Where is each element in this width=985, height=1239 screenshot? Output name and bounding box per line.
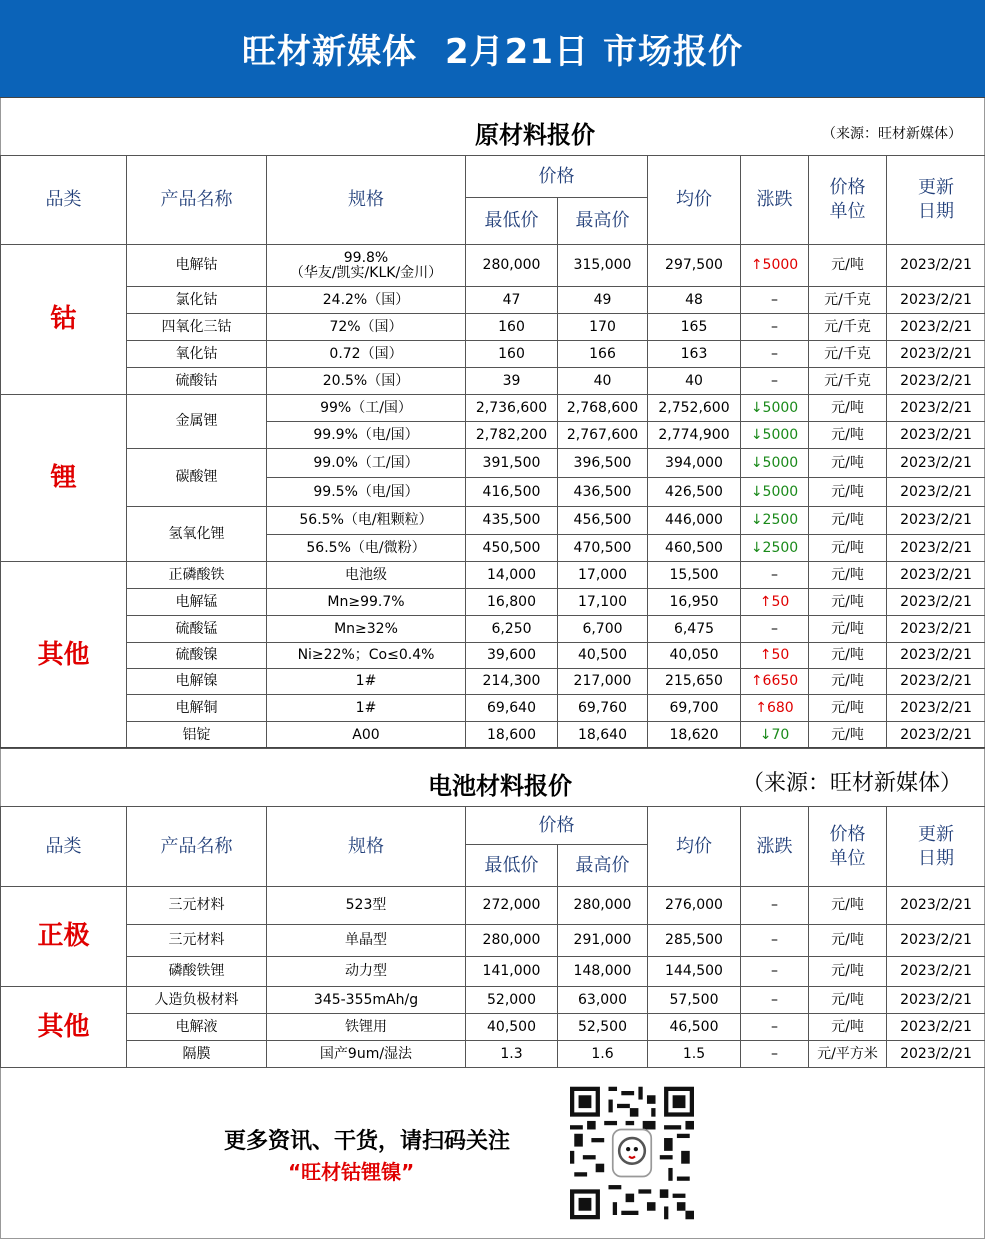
unit-cell: 元/吨 — [809, 422, 887, 449]
unit-cell: 元/吨 — [809, 478, 887, 507]
header-brand: 旺材新媒体 — [242, 32, 417, 72]
max-price-cell: 40,500 — [558, 643, 648, 669]
date-cell: 2023/2/21 — [887, 562, 985, 589]
max-price-cell: 470,500 — [558, 535, 648, 562]
date-cell: 2023/2/21 — [887, 616, 985, 643]
max-price-cell: 52,500 — [558, 1014, 648, 1041]
unit-cell: 元/吨 — [809, 887, 887, 925]
col-header-max: 最高价 — [558, 198, 648, 245]
table-row — [1, 341, 985, 368]
avg-price-cell: 2,774,900 — [648, 422, 741, 449]
change-cell: – — [741, 314, 809, 341]
max-price-cell: 69,760 — [558, 695, 648, 722]
spec-cell: 72%（国） — [267, 314, 466, 341]
col-header-spec: 规格 — [267, 807, 466, 887]
date-cell: 2023/2/21 — [887, 695, 985, 722]
change-cell: – — [741, 562, 809, 589]
unit-cell: 元/千克 — [809, 287, 887, 314]
change-cell: – — [741, 1041, 809, 1068]
table-row — [1, 987, 985, 1014]
avg-price-cell: 6,475 — [648, 616, 741, 643]
col-header-unit — [809, 807, 887, 887]
unit-cell: 元/千克 — [809, 341, 887, 368]
unit-cell: 元/吨 — [809, 395, 887, 422]
col-header-unit-l2: 单位 — [829, 201, 866, 222]
unit-cell: 元/吨 — [809, 245, 887, 287]
avg-price-cell: 163 — [648, 341, 741, 368]
change-cell: ↑6650 — [741, 669, 809, 695]
product-name-cell: 金属锂 — [127, 395, 267, 449]
table-row — [1, 695, 985, 722]
max-price-cell: 40 — [558, 368, 648, 395]
spec-cell: 99.9%（电/国） — [267, 422, 466, 449]
col-header-category: 品类 — [1, 156, 127, 245]
raw-section-title: 原材料报价 — [475, 121, 595, 149]
min-price-cell: 16,800 — [466, 589, 558, 616]
date-cell: 2023/2/21 — [887, 422, 985, 449]
unit-cell: 元/吨 — [809, 722, 887, 749]
avg-price-cell: 46,500 — [648, 1014, 741, 1041]
min-price-cell: 160 — [466, 341, 558, 368]
max-price-cell: 17,000 — [558, 562, 648, 589]
product-name-cell: 电解铜 — [127, 695, 267, 722]
product-name-cell: 人造负极材料 — [127, 987, 267, 1014]
header-date: 2月21日 — [445, 32, 589, 72]
table-row — [1, 562, 985, 589]
col-header-category: 品类 — [1, 807, 127, 887]
date-cell: 2023/2/21 — [887, 314, 985, 341]
date-cell: 2023/2/21 — [887, 887, 985, 925]
date-cell: 2023/2/21 — [887, 957, 985, 987]
product-name-cell: 氧化钴 — [127, 341, 267, 368]
product-name-cell: 电解钴 — [127, 245, 267, 287]
raw-section-source: （来源：旺材新媒体） — [822, 126, 962, 142]
spec-cell: 0.72（国） — [267, 341, 466, 368]
max-price-cell: 436,500 — [558, 478, 648, 507]
spec-cell: Mn≥32% — [267, 616, 466, 643]
date-cell: 2023/2/21 — [887, 449, 985, 478]
spec-cell: 1# — [267, 695, 466, 722]
col-header-date-l2: 日期 — [918, 201, 954, 222]
spec-cell: 电池级 — [267, 562, 466, 589]
max-price-cell: 166 — [558, 341, 648, 368]
unit-cell: 元/吨 — [809, 507, 887, 535]
max-price-cell: 291,000 — [558, 925, 648, 957]
date-cell: 2023/2/21 — [887, 368, 985, 395]
col-header-avg: 均价 — [648, 156, 741, 245]
product-name-cell: 隔膜 — [127, 1041, 267, 1068]
change-cell: – — [741, 616, 809, 643]
avg-price-cell: 40 — [648, 368, 741, 395]
col-header-product: 产品名称 — [127, 807, 267, 887]
spec-cell: 20.5%（国） — [267, 368, 466, 395]
avg-price-cell: 144,500 — [648, 957, 741, 987]
col-header-max: 最高价 — [558, 845, 648, 887]
product-name-cell: 三元材料 — [127, 925, 267, 957]
change-cell: – — [741, 887, 809, 925]
date-cell: 2023/2/21 — [887, 987, 985, 1014]
product-name-cell: 氢氧化锂 — [127, 507, 267, 562]
min-price-cell: 416,500 — [466, 478, 558, 507]
table-row — [1, 1014, 985, 1041]
product-name-cell: 氯化钴 — [127, 287, 267, 314]
max-price-cell: 1.6 — [558, 1041, 648, 1068]
product-name-cell: 磷酸铁锂 — [127, 957, 267, 987]
table-row — [1, 449, 985, 478]
table-row — [1, 669, 985, 695]
date-cell: 2023/2/21 — [887, 535, 985, 562]
product-name-cell: 四氧化三钴 — [127, 314, 267, 341]
unit-cell: 元/吨 — [809, 957, 887, 987]
min-price-cell: 2,782,200 — [466, 422, 558, 449]
max-price-cell: 63,000 — [558, 987, 648, 1014]
qr-code-icon[interactable] — [570, 1086, 694, 1220]
avg-price-cell: 15,500 — [648, 562, 741, 589]
date-cell: 2023/2/21 — [887, 1014, 985, 1041]
unit-cell: 元/平方米 — [809, 1041, 887, 1068]
change-cell: ↑50 — [741, 643, 809, 669]
spec-cell: Ni≥22%；Co≤0.4% — [267, 643, 466, 669]
avg-price-cell: 69,700 — [648, 695, 741, 722]
date-cell: 2023/2/21 — [887, 1041, 985, 1068]
max-price-cell: 49 — [558, 287, 648, 314]
change-cell: ↓5000 — [741, 478, 809, 507]
raw-section-header — [0, 97, 985, 156]
change-cell: ↓70 — [741, 722, 809, 749]
max-price-cell: 315,000 — [558, 245, 648, 287]
col-header-date — [887, 156, 985, 245]
max-price-cell: 2,768,600 — [558, 395, 648, 422]
col-header-price: 价格 — [466, 807, 648, 845]
change-cell: ↑50 — [741, 589, 809, 616]
avg-price-cell: 2,752,600 — [648, 395, 741, 422]
min-price-cell: 39,600 — [466, 643, 558, 669]
min-price-cell: 141,000 — [466, 957, 558, 987]
min-price-cell: 18,600 — [466, 722, 558, 749]
col-header-date — [887, 807, 985, 887]
avg-price-cell: 297,500 — [648, 245, 741, 287]
avg-price-cell: 446,000 — [648, 507, 741, 535]
max-price-cell: 148,000 — [558, 957, 648, 987]
spec-cell: 345-355mAh/g — [267, 987, 466, 1014]
product-name-cell: 碳酸锂 — [127, 449, 267, 507]
table-row — [1, 314, 985, 341]
footer-account-name: “旺材钴锂镍” — [288, 1160, 415, 1184]
battery-section-title: 电池材料报价 — [428, 772, 572, 800]
min-price-cell: 47 — [466, 287, 558, 314]
unit-cell: 元/吨 — [809, 616, 887, 643]
max-price-cell: 18,640 — [558, 722, 648, 749]
table-row — [1, 722, 985, 749]
col-header-unit — [809, 156, 887, 245]
spec-cell: 动力型 — [267, 957, 466, 987]
raw-table-body — [1, 245, 985, 749]
col-header-date-l1: 更新 — [918, 823, 954, 845]
max-price-cell: 2,767,600 — [558, 422, 648, 449]
raw-materials-table — [0, 155, 985, 749]
unit-cell: 元/千克 — [809, 368, 887, 395]
min-price-cell: 435,500 — [466, 507, 558, 535]
spec-cell: 国产9um/湿法 — [267, 1041, 466, 1068]
col-header-min: 最低价 — [466, 845, 558, 887]
change-cell: ↑5000 — [741, 245, 809, 287]
max-price-cell: 456,500 — [558, 507, 648, 535]
table-row — [1, 616, 985, 643]
min-price-cell: 391,500 — [466, 449, 558, 478]
header-title: 市场报价 — [602, 32, 743, 72]
spec-cell: 单晶型 — [267, 925, 466, 957]
table-row — [1, 957, 985, 987]
date-cell: 2023/2/21 — [887, 245, 985, 287]
col-header-spec: 规格 — [267, 156, 466, 245]
avg-price-cell: 57,500 — [648, 987, 741, 1014]
max-price-cell: 396,500 — [558, 449, 648, 478]
avg-price-cell: 276,000 — [648, 887, 741, 925]
col-header-product: 产品名称 — [127, 156, 267, 245]
date-cell: 2023/2/21 — [887, 478, 985, 507]
avg-price-cell: 215,650 — [648, 669, 741, 695]
spec-cell: 24.2%（国） — [267, 287, 466, 314]
avg-price-cell: 165 — [648, 314, 741, 341]
unit-cell: 元/吨 — [809, 535, 887, 562]
col-header-avg: 均价 — [648, 807, 741, 887]
table-row — [1, 1041, 985, 1068]
spec-cell: 523型 — [267, 887, 466, 925]
category-cell: 锂 — [1, 395, 127, 562]
unit-cell: 元/吨 — [809, 669, 887, 695]
col-header-unit-l1: 价格 — [829, 177, 866, 198]
product-name-cell: 硫酸锰 — [127, 616, 267, 643]
table-row — [1, 887, 985, 925]
spec-cell: 99.0%（工/国） — [267, 449, 466, 478]
date-cell: 2023/2/21 — [887, 341, 985, 368]
battery-section-source: （来源：旺材新媒体） — [742, 771, 963, 796]
product-name-cell: 电解液 — [127, 1014, 267, 1041]
max-price-cell: 6,700 — [558, 616, 648, 643]
min-price-cell: 280,000 — [466, 925, 558, 957]
col-header-change: 涨跌 — [741, 156, 809, 245]
avg-price-cell: 1.5 — [648, 1041, 741, 1068]
table-row — [1, 287, 985, 314]
max-price-cell: 280,000 — [558, 887, 648, 925]
unit-cell: 元/吨 — [809, 589, 887, 616]
min-price-cell: 1.3 — [466, 1041, 558, 1068]
page-header — [0, 0, 985, 97]
col-header-unit-l1: 价格 — [829, 823, 866, 845]
change-cell: – — [741, 1014, 809, 1041]
product-name-cell: 电解锰 — [127, 589, 267, 616]
battery-section-header — [0, 747, 985, 807]
unit-cell: 元/吨 — [809, 695, 887, 722]
min-price-cell: 450,500 — [466, 535, 558, 562]
footer-follow-text: 更多资讯、干货，请扫码关注 — [224, 1129, 511, 1154]
change-cell: – — [741, 925, 809, 957]
unit-cell: 元/吨 — [809, 562, 887, 589]
avg-price-cell: 48 — [648, 287, 741, 314]
product-name-cell: 铝锭 — [127, 722, 267, 749]
min-price-cell: 14,000 — [466, 562, 558, 589]
min-price-cell: 214,300 — [466, 669, 558, 695]
change-cell: ↑680 — [741, 695, 809, 722]
avg-price-cell: 394,000 — [648, 449, 741, 478]
min-price-cell: 2,736,600 — [466, 395, 558, 422]
table-row — [1, 245, 985, 287]
col-header-date-l2: 日期 — [918, 847, 954, 869]
spec-cell: 56.5%（电/粗颗粒） — [267, 507, 466, 535]
avg-price-cell: 426,500 — [648, 478, 741, 507]
avg-price-cell: 40,050 — [648, 643, 741, 669]
battery-table-body — [1, 887, 985, 1068]
max-price-cell: 170 — [558, 314, 648, 341]
date-cell: 2023/2/21 — [887, 589, 985, 616]
change-cell: – — [741, 987, 809, 1014]
min-price-cell: 52,000 — [466, 987, 558, 1014]
change-cell: – — [741, 341, 809, 368]
change-cell: ↓5000 — [741, 395, 809, 422]
spec-cell: 56.5%（电/微粉） — [267, 535, 466, 562]
category-cell: 其他 — [1, 987, 127, 1068]
battery-materials-table — [0, 806, 985, 1068]
min-price-cell: 280,000 — [466, 245, 558, 287]
col-header-price: 价格 — [466, 156, 648, 198]
unit-cell: 元/吨 — [809, 1014, 887, 1041]
unit-cell: 元/吨 — [809, 449, 887, 478]
col-header-unit-l2: 单位 — [829, 847, 866, 869]
product-name-cell: 硫酸钴 — [127, 368, 267, 395]
spec-cell: Mn≥99.7% — [267, 589, 466, 616]
spec-cell: 99%（工/国） — [267, 395, 466, 422]
col-header-date-l1: 更新 — [918, 177, 954, 198]
product-name-cell: 三元材料 — [127, 887, 267, 925]
product-name-cell: 硫酸镍 — [127, 643, 267, 669]
unit-cell: 元/吨 — [809, 987, 887, 1014]
date-cell: 2023/2/21 — [887, 925, 985, 957]
product-name-cell: 正磷酸铁 — [127, 562, 267, 589]
min-price-cell: 40,500 — [466, 1014, 558, 1041]
min-price-cell: 272,000 — [466, 887, 558, 925]
min-price-cell: 6,250 — [466, 616, 558, 643]
table-row — [1, 925, 985, 957]
change-cell: ↓5000 — [741, 422, 809, 449]
unit-cell: 元/千克 — [809, 314, 887, 341]
spec-cell: A00 — [267, 722, 466, 749]
change-cell: ↓2500 — [741, 535, 809, 562]
date-cell: 2023/2/21 — [887, 643, 985, 669]
spec-cell: 铁锂用 — [267, 1014, 466, 1041]
unit-cell: 元/吨 — [809, 643, 887, 669]
product-name-cell: 电解镍 — [127, 669, 267, 695]
min-price-cell: 39 — [466, 368, 558, 395]
avg-price-cell: 285,500 — [648, 925, 741, 957]
table-row — [1, 589, 985, 616]
spec-cell: 1# — [267, 669, 466, 695]
change-cell: – — [741, 957, 809, 987]
col-header-change: 涨跌 — [741, 807, 809, 887]
spec-cell: 99.8% （华友/凯实/KLK/金川） — [267, 245, 466, 287]
table-row — [1, 507, 985, 535]
avg-price-cell: 16,950 — [648, 589, 741, 616]
max-price-cell: 17,100 — [558, 589, 648, 616]
date-cell: 2023/2/21 — [887, 722, 985, 749]
min-price-cell: 69,640 — [466, 695, 558, 722]
category-cell: 其他 — [1, 562, 127, 749]
table-row — [1, 643, 985, 669]
date-cell: 2023/2/21 — [887, 507, 985, 535]
spec-cell: 99.5%（电/国） — [267, 478, 466, 507]
avg-price-cell: 460,500 — [648, 535, 741, 562]
date-cell: 2023/2/21 — [887, 287, 985, 314]
col-header-min: 最低价 — [466, 198, 558, 245]
table-row — [1, 368, 985, 395]
avg-price-cell: 18,620 — [648, 722, 741, 749]
change-cell: ↓2500 — [741, 507, 809, 535]
unit-cell: 元/吨 — [809, 925, 887, 957]
date-cell: 2023/2/21 — [887, 669, 985, 695]
category-cell: 正极 — [1, 887, 127, 987]
change-cell: – — [741, 368, 809, 395]
change-cell: – — [741, 287, 809, 314]
min-price-cell: 160 — [466, 314, 558, 341]
max-price-cell: 217,000 — [558, 669, 648, 695]
change-cell: ↓5000 — [741, 449, 809, 478]
table-row — [1, 395, 985, 422]
category-cell: 钴 — [1, 245, 127, 395]
date-cell: 2023/2/21 — [887, 395, 985, 422]
